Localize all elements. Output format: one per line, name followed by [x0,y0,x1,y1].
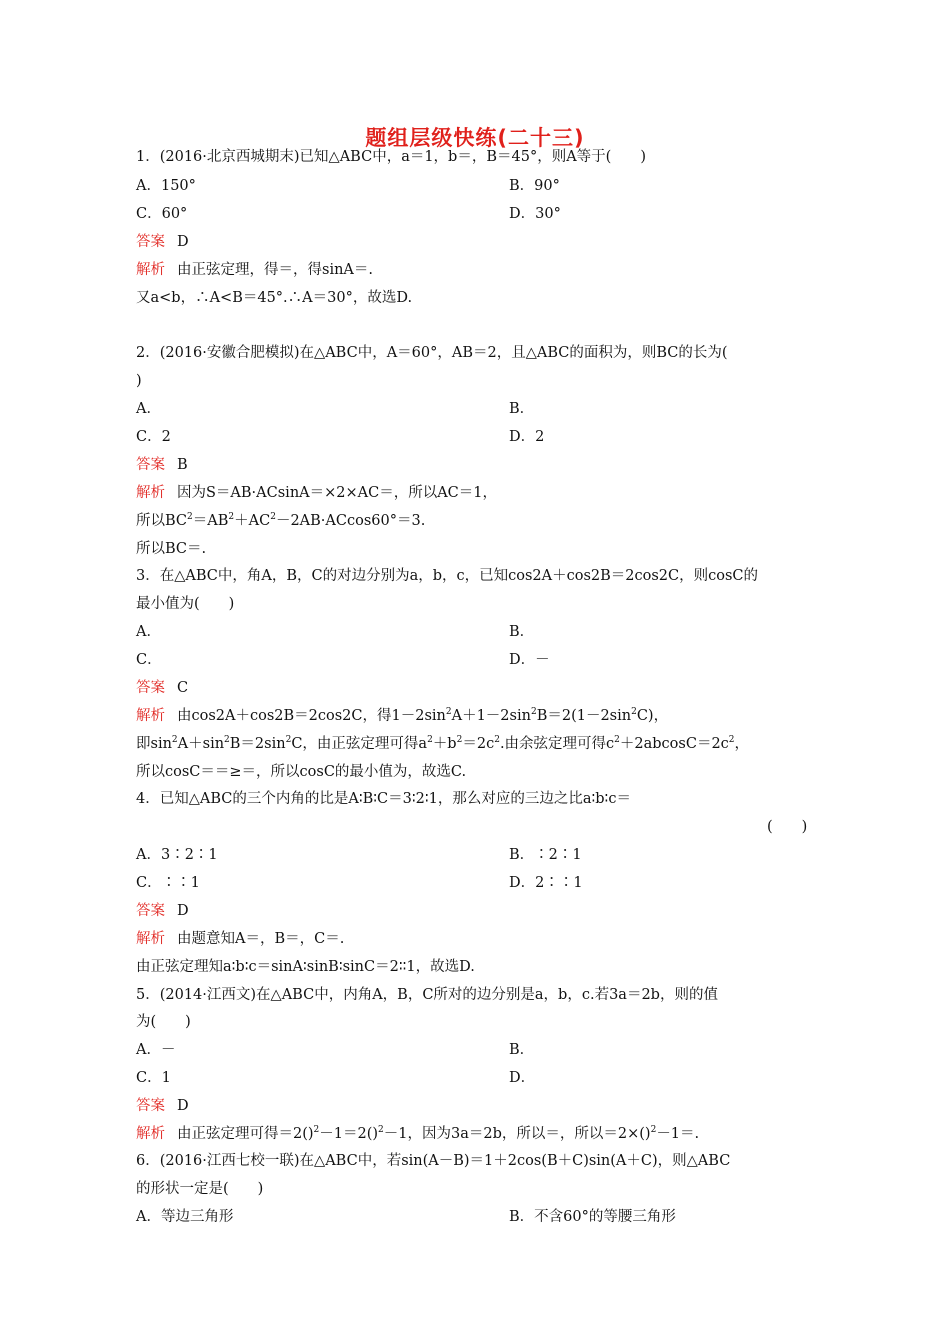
q4-option-b: B．∶2∶1 [509,847,582,863]
q3-analysis [136,707,668,725]
superscript: 2 [614,735,620,746]
q4-answer-blank: ( ) [767,819,808,835]
q3-analysis-2e: ＋b [432,736,457,752]
answer-label: 答案 [136,680,165,696]
q3-option-b: B． [509,624,535,640]
q4-answer-value: D [177,903,189,919]
superscript: 2 [427,735,433,746]
superscript: 2 [530,707,537,718]
q5-analysis-d: －1＝. [656,1126,700,1142]
q3-analysis-2f: ＝2c [462,736,495,752]
q3-analysis-2h: ＋2abcosC＝2c [619,736,729,752]
superscript: 2 [171,735,178,746]
q4-answer [136,902,189,920]
q3-analysis-line2 [136,735,749,753]
q5-option-d: D． [509,1070,536,1086]
superscript: 2 [224,735,230,746]
q1-stem: 1．(2016·北京西城期末)已知△ABC中，a＝1，b＝，B＝45°，则A等于( ) [136,149,646,165]
superscript: 2 [378,1125,384,1136]
q3-analysis-2a: 即sin [136,736,172,752]
q3-analysis-1d: C)， [636,708,669,724]
q2-analysis-2d: －2AB·ACcos60°＝3. [275,513,426,529]
q2-analysis-2c: ＋AC [234,513,271,529]
analysis-label: 解析 [136,262,165,278]
q2-option-d: D．2 [509,429,545,445]
q3-option-d: D．－ [509,652,550,668]
q5-option-b: B． [509,1042,535,1058]
q3-analysis-line3: 所以cosC＝＝≥＝，所以cosC的最小值为，故选C. [136,764,467,780]
q2-analysis-2a: 所以BC [136,513,188,529]
superscript: 2 [728,735,735,746]
superscript: 2 [631,707,637,718]
analysis-label: 解析 [136,708,165,724]
superscript: 2 [187,512,193,523]
q3-analysis-1a: 由cos2A＋cos2B＝2cos2C，得1－2sin [177,708,446,724]
superscript: 2 [494,735,500,746]
q5-option-a: A．－ [136,1042,176,1058]
q6-option-b: B．不含60°的等腰三角形 [509,1209,676,1225]
q3-stem: 3．在△ABC中，角A，B，C的对边分别为a，b，c，已知cos2A＋cos2B＝2cos2C，则cosC的 [136,568,759,584]
q6-stem: 6．(2016·江西七校一联)在△ABC中，若sin(A－B)＝1＋2cos(B＋C)sin(A＋C)，则△ABC [136,1153,731,1169]
q2-option-b: B． [509,401,535,417]
q2-analysis-2b: ＝AB [192,513,229,529]
superscript: 2 [313,1125,320,1136]
q1-option-c: C．60° [136,206,188,222]
q2-stem: 2．(2016·安徽合肥模拟)在△ABC中，A＝60°，AB＝2，且△ABC的面积为，则BC的长为( [136,345,728,361]
q1-option-b: B．90° [509,178,560,194]
q6-stem-line2: 的形状一定是( ) [136,1181,264,1197]
answer-label: 答案 [136,457,165,473]
q6-option-a: A．等边三角形 [136,1209,234,1225]
answer-label: 答案 [136,234,165,250]
q4-option-c: C．∶∶1 [136,875,200,891]
superscript: 2 [650,1125,657,1136]
q3-analysis-2b: A＋sin [177,736,225,752]
q5-stem-line2: 为( ) [136,1014,191,1030]
q3-answer-value: C [177,680,189,696]
q1-option-a: A．150° [136,178,196,194]
q5-analysis-b: －1＝2() [319,1126,379,1142]
q1-analysis-line2: 又a<b，∴A<B＝45°.∴A＝30°，故选D. [136,290,413,306]
q3-option-c: C． [136,652,162,668]
q1-answer-value: D [177,234,189,250]
q3-answer [136,679,188,697]
q3-analysis-2i: ， [734,736,750,752]
superscript: 2 [270,512,276,523]
q5-analysis-a: 由正弦定理可得＝2() [177,1126,314,1142]
answer-label: 答案 [136,1098,165,1114]
q3-analysis-1c: B＝2(1－2sin [536,708,632,724]
q3-analysis-1b: A＋1－2sin [451,708,531,724]
q4-option-a: A．3∶2∶1 [136,847,218,863]
q4-analysis-line2: 由正弦定理知a∶b∶c＝sinA∶sinB∶sinC＝2∶∶1，故选D. [136,959,475,975]
q2-analysis-line3: 所以BC＝. [136,541,207,557]
q2-option-c: C．2 [136,429,171,445]
q5-answer-value: D [177,1098,189,1114]
q5-analysis-c: －1，因为3a＝2b，所以＝，所以＝2×() [383,1126,651,1142]
q4-stem: 4．已知△ABC的三个内角的比是A∶B∶C＝3∶2∶1，那么对应的三边之比a∶b∶c＝ [136,791,631,807]
q1-analysis-text: 由正弦定理，得＝，得sinA＝. [177,262,373,278]
answer-label: 答案 [136,903,165,919]
q3-analysis-2d: C，由正弦定理可得a [291,736,428,752]
superscript: 2 [228,512,235,523]
page-title: 题组层级快练(二十三) [365,126,585,150]
q1-option-d: D．30° [509,206,561,222]
q3-option-a: A． [136,624,161,640]
superscript: 2 [445,707,452,718]
q3-analysis-2g: .由余弦定理可得c [499,736,615,752]
q4-option-d: D．2∶∶1 [509,875,583,891]
q2-analysis-text: 因为S＝AB·ACsinA＝×2×AC＝，所以AC＝1， [177,485,498,501]
q2-stem-line2: ) [136,373,142,389]
superscript: 2 [456,735,463,746]
q2-answer-value: B [177,457,188,473]
q2-option-a: A． [136,401,161,417]
analysis-label: 解析 [136,1126,165,1142]
q5-stem: 5．(2014·江西文)在△ABC中，内角A，B，C所对的边分别是a，b，c.若3a＝2b，则的值 [136,987,718,1003]
q5-answer [136,1097,189,1115]
analysis-label: 解析 [136,931,165,947]
q4-analysis-text: 由题意知A＝，B＝，C＝. [177,931,345,947]
q5-analysis [136,1125,699,1143]
q5-option-c: C．1 [136,1070,171,1086]
superscript: 2 [285,735,292,746]
q3-stem-line2: 最小值为( ) [136,596,235,612]
q3-analysis-2c: B＝2sin [229,736,286,752]
q4-analysis [136,930,344,948]
analysis-label: 解析 [136,485,165,501]
